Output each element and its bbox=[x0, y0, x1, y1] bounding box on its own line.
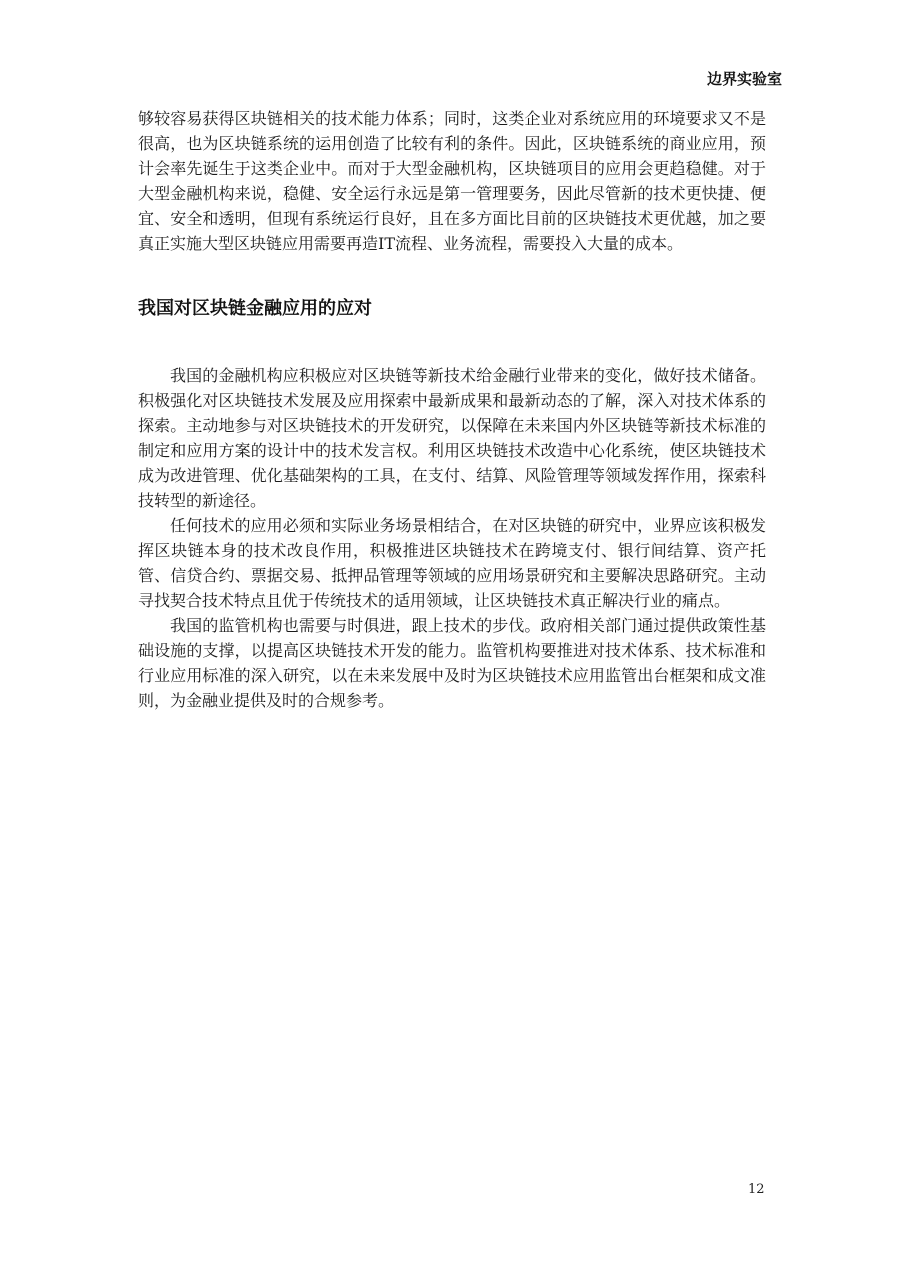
page-number: 12 bbox=[748, 1182, 765, 1197]
body-paragraph: 我国的监管机构也需要与时俱进，跟上技术的步伐。政府相关部门通过提供政策性基础设施的支撑，以提高区块链技术开发的能力。监管机构要推进对技术体系、技术标准和行业应用标准的深入研究，以在未来发展中及时为区块链技术应用监管出台框架和成文准则，为金融业提供及时的合规参考。 bbox=[138, 616, 766, 710]
page-content bbox=[138, 106, 766, 713]
brand-logo: 边界实验室 bbox=[706, 70, 782, 88]
section-heading: 我国对区块链金融应用的应对 bbox=[138, 298, 372, 319]
body-paragraph: 我国的金融机构应积极应对区块链等新技术给金融行业带来的变化，做好技术储备。积极强化对区块链技术发展及应用探索中最新成果和最新动态的了解，深入对技术体系的探索。主动地参与对区块链技术的开发研究，以保障在未来国内外区块链等新技术标准的制定和应用方案的设计中的技术发言权。利用区块链技术改造中心化系统，使区块链技术成为改进管理、优化基础架构的工具，在支付、结算、风险管理等领域发挥作用，探索科技转型的新途径。 bbox=[138, 366, 766, 510]
body-paragraph: 够较容易获得区块链相关的技术能力体系；同时，这类企业对系统应用的环境要求又不是很高，也为区块链系统的运用创造了比较有利的条件。因此，区块链系统的商业应用，预计会率先诞生于这类企业中。而对于大型金融机构，区块链项目的应用会更趋稳健。对于大型金融机构来说，稳健、安全运行永远是第一管理要务，因此尽管新的技术更快捷、便宜、安全和透明，但现有系统运行良好，且在多方面比目前的区块链技术更优越，加之要真正实施大型区块链应用需要再造IT流程、业务流程，需要投入大量的成本。 bbox=[138, 109, 766, 253]
body-paragraph: 任何技术的应用必须和实际业务场景相结合，在对区块链的研究中，业界应该积极发挥区块链本身的技术改良作用，积极推进区块链技术在跨境支付、银行间结算、资产托管、信贷合约、票据交易、抵押品管理等领域的应用场景研究和主要解决思路研究。主动寻找契合技术特点且优于传统技术的适用领域，让区块链技术真正解决行业的痛点。 bbox=[138, 516, 766, 610]
